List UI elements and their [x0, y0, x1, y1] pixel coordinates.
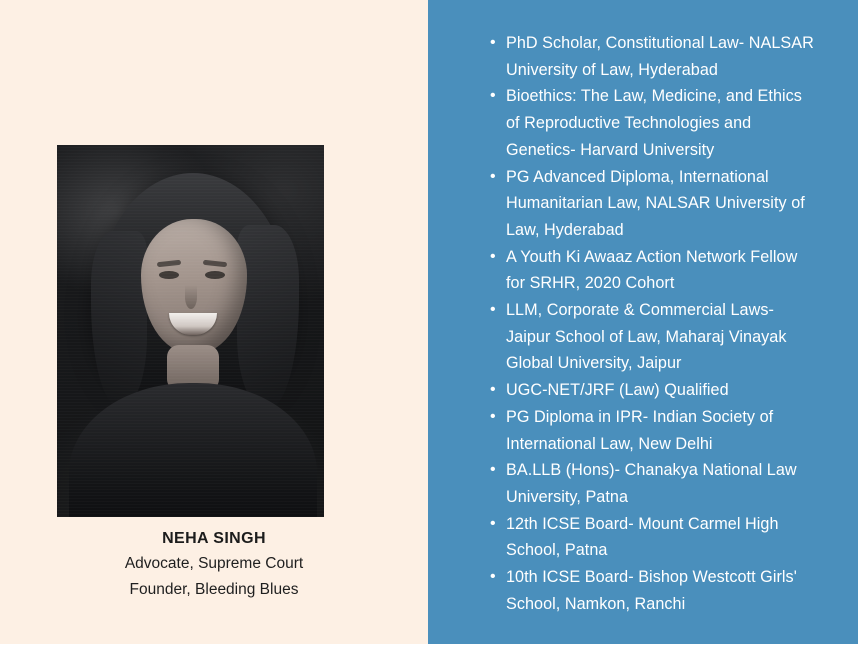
credentials-list [490, 30, 820, 617]
list-item: • PhD Scholar, Constitutional Law- NALSAR University of Law, Hyderabad [490, 30, 820, 83]
list-item: • 10th ICSE Board- Bishop Westcott Girls' School, Namkon, Ranchi [490, 564, 820, 617]
profile-name: NEHA SINGH [162, 530, 266, 547]
profile-caption [0, 527, 428, 603]
bottom-strip [0, 644, 858, 653]
portrait-photo [57, 145, 324, 517]
photo-grain-overlay [57, 145, 324, 517]
list-item: • PG Advanced Diploma, International Humanitarian Law, NALSAR University of Law, Hyderabad [490, 164, 820, 244]
list-item: • 12th ICSE Board- Mount Carmel High School, Patna [490, 511, 820, 564]
list-item: • BA.LLB (Hons)- Chanakya National Law University, Patna [490, 457, 820, 510]
right-panel [428, 0, 858, 653]
list-item: • UGC-NET/JRF (Law) Qualified [490, 377, 820, 404]
list-item: • Bioethics: The Law, Medicine, and Ethics of Reproductive Technologies and Genetics- Harvard University [490, 83, 820, 163]
list-item: • PG Diploma in IPR- Indian Society of International Law, New Delhi [490, 404, 820, 457]
list-item: • A Youth Ki Awaaz Action Network Fellow for SRHR, 2020 Cohort [490, 244, 820, 297]
profile-role-line-2: Founder, Bleeding Blues [129, 581, 299, 598]
list-item: • LLM, Corporate & Commercial Laws- Jaipur School of Law, Maharaj Vinayak Global University, Jaipur [490, 297, 820, 377]
profile-role-line-1: Advocate, Supreme Court [124, 555, 304, 572]
left-panel [0, 0, 428, 653]
